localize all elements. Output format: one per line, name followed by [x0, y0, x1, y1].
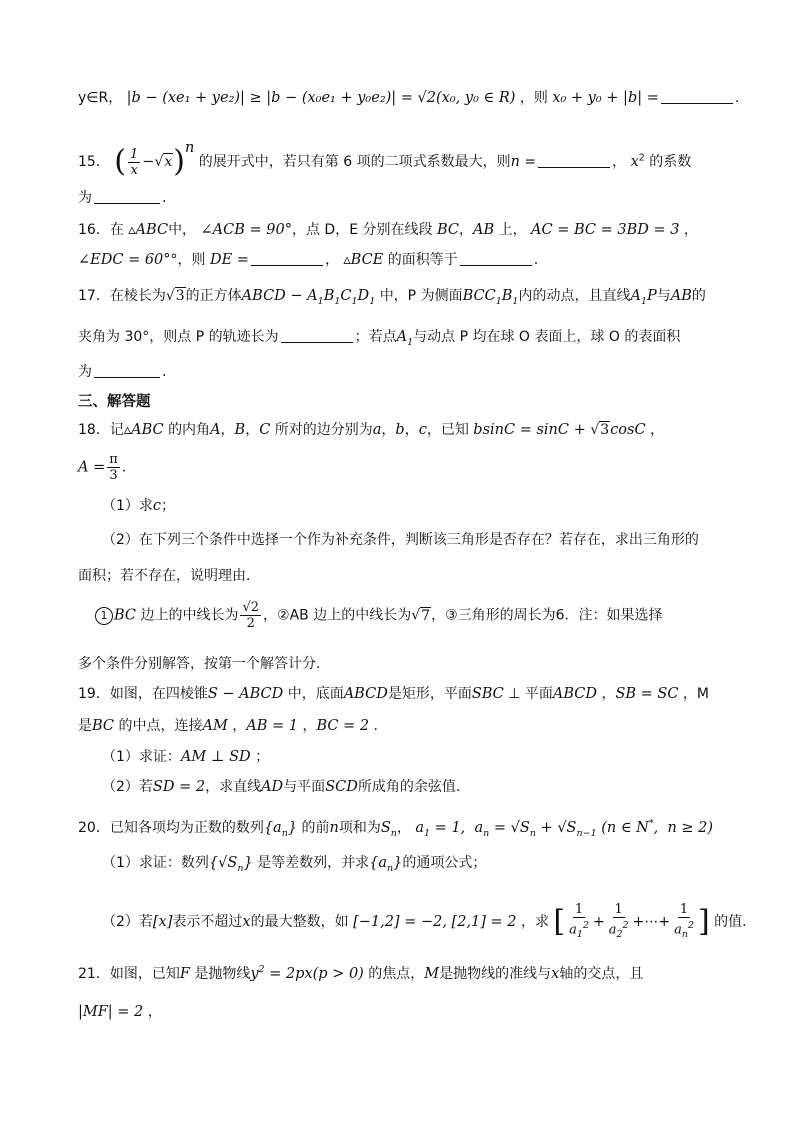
q15-paren-right: ): [173, 144, 185, 179]
q14-prefix: y∈R，: [78, 90, 123, 106]
q19-line2: 是BC 的中点，连接AM ，AB = 1 ，BC = 2 ．: [78, 718, 388, 734]
q18-part2b: 面积；若不存在，说明理由．: [78, 568, 260, 584]
q18-line: 18．记▵ABC 的内角A，B，C 所对的边分别为a，b，c，已知 bsinC = sinC + √3cosC ，: [78, 422, 665, 438]
q16-line2: ∠EDC = 60°°，则 DE = ， ▵BCE 的面积等于 .: [78, 252, 539, 268]
q15-line2: [78, 188, 754, 208]
q18-part2: （2）在下列三个条件中选择一个作为补充条件，判断该三角形是否存在？若存在，求出三角形的: [102, 532, 699, 548]
q21-line: 21．如图，已知F 是抛物线$y^2 = 2px(p > 0)$ 的焦点，M是抛物线的准线与x轴的交点，且: [78, 964, 644, 982]
q14-suffix: ，则: [519, 90, 548, 106]
q14-tail-line: [78, 88, 754, 108]
q18-line-a: A = $\frac{\pi}{3}$ ．: [78, 452, 136, 483]
q15-text2: ，: [612, 154, 627, 170]
q14-expression: |b − (xe₁ + ye₂)| ≥ |b − (x₀e₁ + y₀e₂)| = √2(x₀, y₀ ∈ R): [126, 90, 516, 106]
q19-part1: （1）求证：AM ⊥ SD ；: [102, 749, 270, 765]
q20-part1: （1）求证：数列$\{√S_n\}$ 是等差数列，并求$\{a_n\}$的通项公式；: [102, 855, 487, 874]
q18-part1: （1）求c；: [102, 498, 176, 514]
q15-end: .: [162, 190, 167, 206]
q15-paren-left: (: [114, 144, 126, 179]
q15-line: 15． ( $\frac{1}{x}$ −√x)$^n$ 的展开式中，若只有第 6 项的二项式系数最大，则n = ， $x^2$ 的系数: [78, 140, 692, 179]
q15-text3: 的系数: [649, 154, 692, 170]
q15-blank-coef[interactable]: [94, 189, 160, 204]
q14-answer-blank[interactable]: [661, 89, 733, 104]
q16-blank-area[interactable]: [460, 251, 532, 266]
q20-line: 20．已知各项均为正数的数列$\{a_n\}$ 的前n项和为$S_n$， $a_1 = 1$, $a_n = √S_n + √S_{n-1}$ (n ∈ N*, n ≥ 2): [78, 818, 714, 839]
q18-conditions: 1 BC 边上的中线长为 $\frac{√2}{2}$ ，②AB 边上的中线长为√7，③三角形的周长为6．注：如果选择: [95, 600, 754, 640]
q18-note: 多个条件分别解答，按第一个解答计分．: [78, 656, 330, 672]
q16-line: 16．在 ▵ABC中， ∠ACB = 90°，点 D，E 分别在线段 BC，AB 上， AC = BC = 3BD = 3 ，: [78, 222, 698, 238]
q17-line: 17．在棱长为√3的正方体ABCD − $A_1B_1C_1D_1$ 中，P 为侧面$BCC_1B_1$内的动点，且直线$A_1P$与AB的: [78, 288, 706, 307]
q14-end: .: [734, 90, 740, 106]
q14-ask: x₀ + y₀ + |b| =: [552, 90, 659, 106]
q21-line2: |MF| = 2 ，: [78, 1004, 162, 1020]
q15-frac: $\frac{1}{x}$: [130, 146, 139, 178]
q20-part2: （2）若[x]表示不超过x的最大整数，如 [−1,2] = −2, [2,1] = 2 ，求 [ $\frac{1}{a_1^2}$ + $\frac{1}{a_2^2}$ +⋯+ $\frac{1}{a_n^2}$ ] 的值.: [102, 902, 747, 940]
q15-text1: 的展开式中，若只有第 6 项的二项式系数最大，则: [198, 154, 511, 170]
q19-line: 19．如图，在四棱锥S − ABCD 中，底面ABCD是矩形，平面SBC ⊥ 平面ABCD ，SB = SC ，M: [78, 686, 709, 702]
q17-blank-sphere[interactable]: [94, 363, 160, 378]
q17-line2: 夹角为 30°，则点 P 的轨迹长为 ；若点$A_1$与动点 P 均在球 O 表面上，球 O 的表面积: [78, 329, 681, 348]
q15-text4: 为: [78, 190, 92, 206]
q15-blank-n[interactable]: [538, 153, 610, 168]
q19-part2: （2）若SD = 2，求直线AD与平面SCD所成角的余弦值．: [102, 779, 470, 795]
section-title: 三、解答题: [78, 394, 151, 410]
q15-sqrt: √x: [154, 154, 173, 170]
q17-blank-track[interactable]: [281, 328, 353, 343]
q16-blank-de[interactable]: [251, 251, 323, 266]
q17-line3: 为 .: [78, 364, 167, 380]
q15-number: 15．: [78, 154, 110, 170]
